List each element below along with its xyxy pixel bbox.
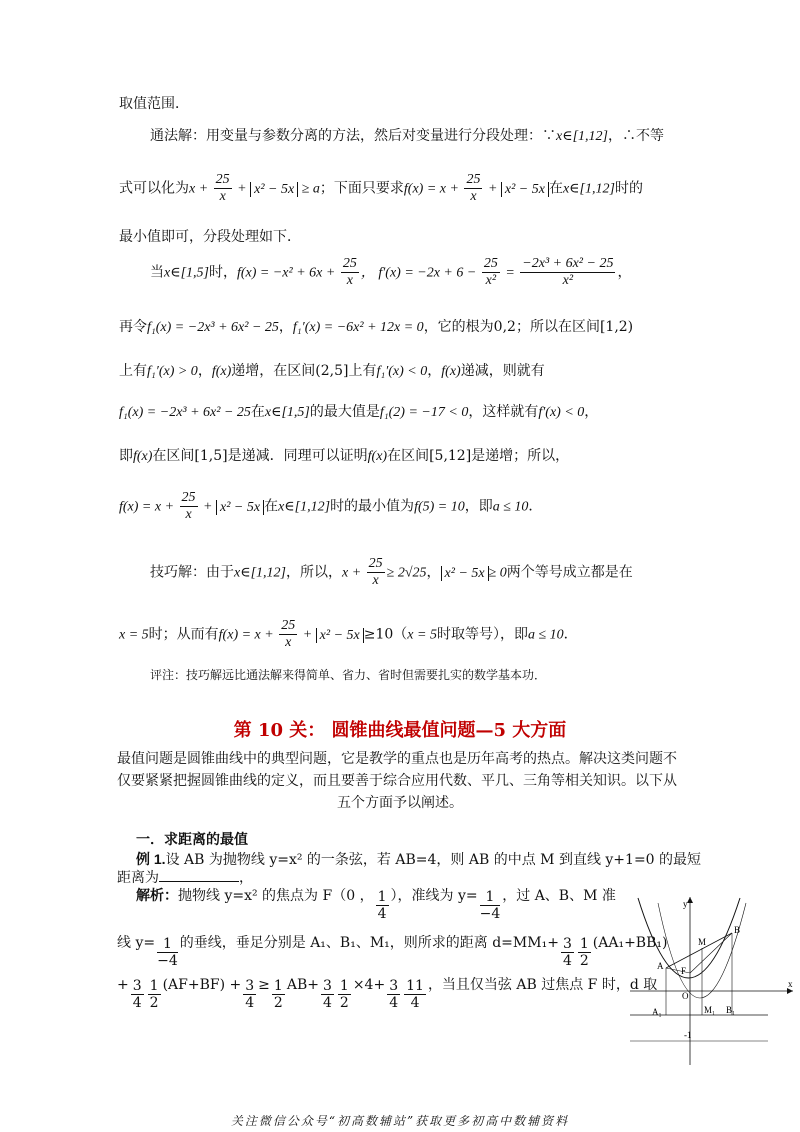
text-line: 取值范围．: [119, 96, 189, 112]
math-line: 即f(x)在区间[1,5]是递减．同理可以证明f(x)在区间[5,12]是递增；所以，: [119, 448, 570, 464]
segment-af: [666, 968, 690, 973]
label-m1: M₁: [704, 1005, 716, 1015]
label-a: A: [657, 961, 664, 971]
example-line: 例 1.设 AB 为抛物线 y=x² 的一条弦，若 AB=4，则 AB 的中点 M 到直线 y+1=0 的最短: [136, 851, 702, 868]
solution-line: 解析：抛物线 y=x² 的焦点为 F（0 ， $\frac{1}{4}$ ），准线为 y= $\frac{1}{-4}$ ，过 A、B、M 准: [136, 887, 616, 922]
math-line: 当x∈[1,5]时，f(x) = −x² + 6x + $\frac{25}{x}$ ， f′(x) = −2x + 6 − $\frac{25}{\text{x²}}$ = $\frac{\text{−2x³ + 6x² − 25}}{\text{x²}}$ ，: [150, 256, 632, 288]
math-line: f₁(x) = −2x³ + 6x² − 25在x∈[1,5]的最大值是f₁(2) = −17 < 0，这样就有f′(x) < 0，: [119, 404, 599, 420]
label-o: O: [682, 991, 689, 1001]
solution-line: 线 y= $\frac{1}{-4}$ 的垂线，垂足分别是 A₁、B₁、M₁，则所求的距离 d=MM₁+ $\frac{3}{4}$ $\frac{1}{2}$ (AA₁+BB₁): [117, 935, 668, 969]
subsection-heading: 一．求距离的最值: [136, 831, 248, 847]
math-line: f(x) = x + $\frac{25}{x}$ + x² − 5x 在x∈[1,12]时的最小值为f(5) = 10，即a ≤ 10．: [119, 490, 543, 522]
label-b: B: [734, 925, 741, 935]
intro-line: 仅要紧紧把握圆锥曲线的定义，而且要善于综合应用代数、平几、三角等相关知识。以下从: [117, 773, 677, 789]
math-line: 再令f₁(x) = −2x³ + 6x² − 25，f₁′(x) = −6x² + 12x = 0，它的根为0,2；所以在区间[1,2): [119, 319, 634, 335]
label-neg1: -1: [684, 1030, 692, 1040]
comment-line: 评注：技巧解远比通法解来得简单、省力、省时但需要扎实的数学基本功．: [150, 668, 547, 682]
math-line: x = 5时；从而有f(x) = x + $\frac{25}{x}$ + x² − 5x ≥10（x = 5时取等号），即a ≤ 10．: [119, 618, 578, 650]
math-line: 技巧解：由于x∈[1,12]，所以，x + $\frac{25}{x}$ ≥ 2√25， x² − 5x ≥ 0两个等号成立都是在: [150, 556, 633, 588]
example-line: 距离为 ，: [117, 870, 253, 886]
math-line: 式可以化为x + $\frac{25}{x}$ + x² − 5x ≥ a；下面只要求f(x) = x + $\frac{25}{x}$ + x² − 5x 在x∈[1,12]时的: [119, 172, 643, 204]
solution-line: + $\frac{3}{4}$ $\frac{1}{2}$ (AF+BF) + $\frac{3}{4}$ ≥ $\frac{1}{2}$ AB+ $\frac{3}{4}$ $\frac{1}{2}$ ×4+ $\frac{3}{4}$ $\frac{11}{4}$ ，当且仅当弦 AB 过焦点 F 时，d 取: [117, 977, 658, 1011]
text-line: 通法解：用变量与参数分离的方法，然后对变量进行分段处理：∵x∈[1,12]，∴不等: [150, 128, 664, 144]
label-f: F: [681, 966, 687, 976]
math-line: 上有f₁′(x) > 0，f(x)递增，在区间(2,5]上有f₁′(x) < 0，f(x)递减，则就有: [119, 363, 545, 379]
answer-blank: [159, 881, 239, 882]
y-axis-arrow: [687, 897, 693, 903]
label-b1: B₁: [726, 1005, 736, 1015]
parabola-figure: [628, 893, 798, 1068]
section-title: 第 10 关： 圆锥曲线最值问题—5 大方面: [233, 720, 567, 741]
intro-line: 最值问题是圆锥曲线中的典型问题，它是教学的重点也是历年高考的热点。解决这类问题不: [117, 751, 677, 767]
text-line: 最小值即可，分段处理如下．: [119, 229, 301, 245]
label-y: y: [683, 899, 688, 909]
label-a1: A₁: [652, 1007, 662, 1017]
axes: [630, 897, 793, 1065]
intro-line: 五个方面予以阐述。: [337, 795, 463, 811]
page-footer: 关注微信公众号“初高数辅站”获取更多初高中数辅资料: [230, 1114, 570, 1128]
label-x: x: [788, 979, 793, 989]
label-m: M: [698, 937, 707, 947]
parabola-curve: [638, 898, 740, 978]
